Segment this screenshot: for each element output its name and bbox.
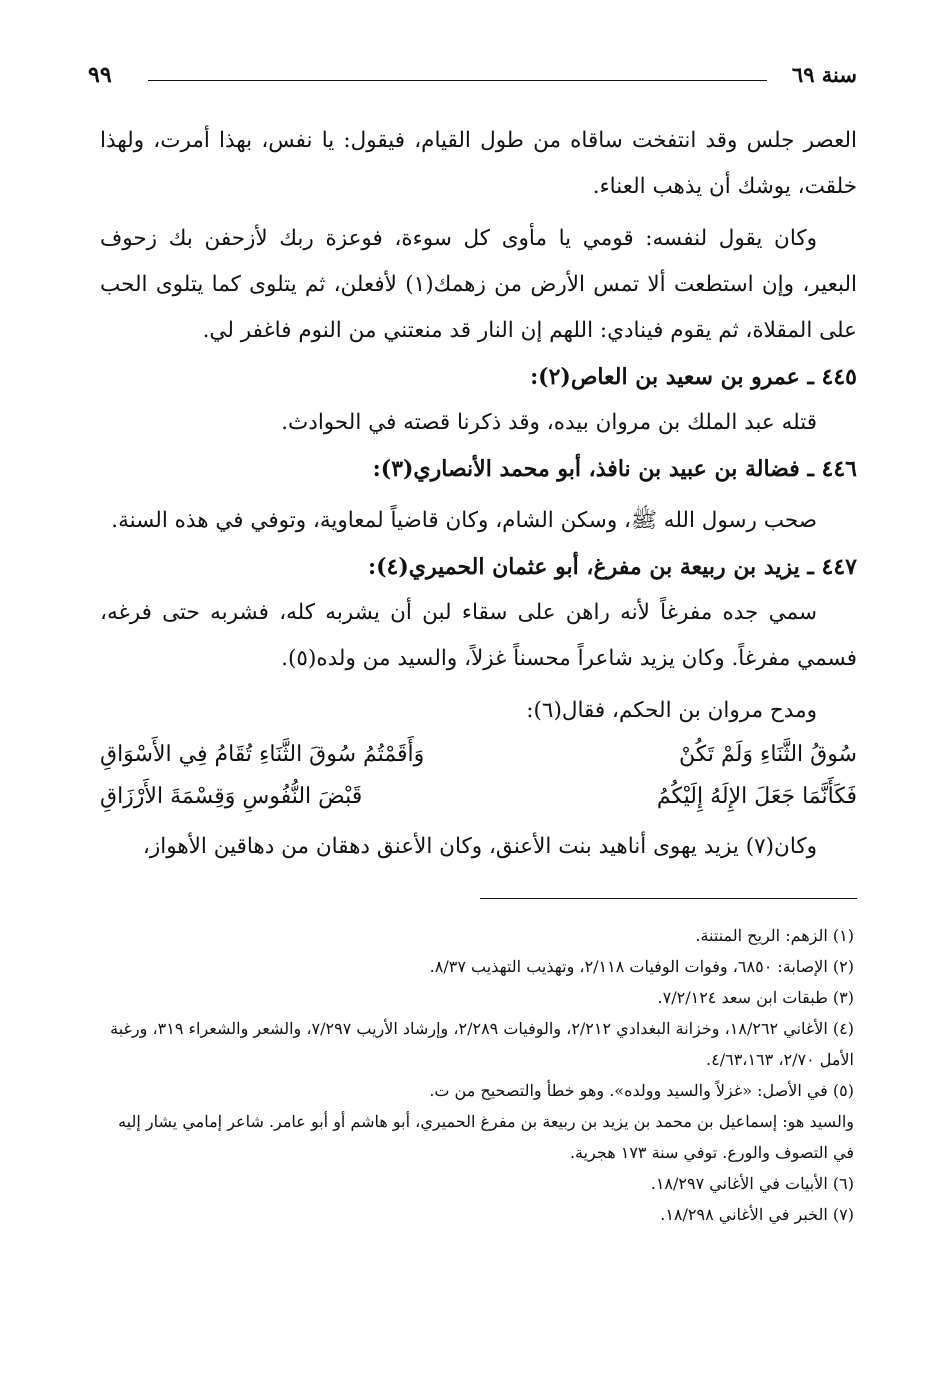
footnote-6: (٦) الأبيات في الأغاني ١٨/٢٩٧. xyxy=(650,1174,854,1193)
last-line: وكان(٧) يزيد يهوى أناهيد بنت الأعنق، وكان الأعنق دهقان من دهاقين الأهواز، xyxy=(142,834,817,859)
footnote-5: (٥) في الأصل: «غزلاً والسيد وولده». وهو خطأ والتصحيح من ت. xyxy=(429,1081,854,1100)
running-title: سنة ٦٩ xyxy=(791,62,857,87)
running-header xyxy=(88,62,857,96)
verse-2 xyxy=(100,776,857,818)
verse-1-hemistich-a: سُوقُ الثَّنَاءِ وَلَمْ تَكُنْ xyxy=(679,742,857,767)
verse-2-hemistich-b: فَكَأَنَّمَا جَعَلَ الإِلَهُ إِلَيْكُمُ xyxy=(656,784,857,809)
paragraph-1: العصر جلس وقد انتفخت ساقاه من طول القيام، فيقول: يا نفس، بهذا أمرت، ولهذا خلقت، يوشك أن يذهب العناء. xyxy=(100,128,857,199)
footnote-1: (١) الزهم: الريح المنتنة. xyxy=(695,926,854,945)
paragraph-2: وكان يقول لنفسه: قومي يا مأوى كل سوءة، فوعزة ربك لأزحفن بك زحوف البعير، وإن استطعت ألا تمس الأرض من زهمك(١) لأفعلن، ثم يتلوى كما يتلوى الحب على المقلاة، ثم يقوم فينادي: اللهم إن النار قد منعتني من النوم فاغفر لي. xyxy=(100,226,857,343)
main-text xyxy=(100,118,857,870)
verse-2-hemistich-a: قَبْضَ النُّفُوسِ وَقِسْمَةَ الأَرْزَاقِ xyxy=(100,784,363,809)
footnote-7: (٧) الخبر في الأغاني ١٨/٢٩٨. xyxy=(660,1205,854,1224)
entry-446-text: صحب رسول الله ﷺ، وسكن الشام، وكان قاضياً لمعاوية، وتوفي في هذه السنة. xyxy=(111,508,817,533)
footnote-5-continued: والسيد هو: إسماعيل بن محمد بن يزيد بن ربيعة بن مفرغ الحميري، أبو هاشم أو أبو عامر. شاعر إمامي يشار إليه في التصوف والورع. توفي سنة ١٧٣ هجرية. xyxy=(118,1112,854,1162)
page-number: ٩٩ xyxy=(88,62,112,88)
footnotes xyxy=(95,920,854,1230)
footnote-2: (٢) الإصابة: ٦٨٥٠، وفوات الوفيات ٢/١١٨، وتهذيب التهذيب ٨/٣٧. xyxy=(429,957,854,976)
praise-intro: ومدح مروان بن الحكم، فقال(٦): xyxy=(526,698,817,723)
footnote-4: (٤) الأغاني ١٨/٢٦٢، وخزانة البغدادي ٢/٢١٢، والوفيات ٢/٢٨٩، وإرشاد الأريب ٧/٢٩٧، والشعر والشعراء ٣١٩، ورغبة الأمل ٢/٧٠، ٤/٦٣،١٦٣. xyxy=(110,1019,854,1069)
verse-1-hemistich-b: وَأَقَمْتُمُ سُوقَ الثَّنَاءِ تُقَامُ فِي الأَسْوَاقِ xyxy=(100,742,425,767)
footnote-3: (٣) طبقات ابن سعد ٧/٢/١٢٤. xyxy=(657,988,854,1007)
header-rule xyxy=(148,80,767,81)
entry-447-text: سمي جده مفرغاً لأنه راهن على سقاء لبن أن يشربه كله، فشربه حتى فرغه، فسمي مفرغاً. وكان يزيد شاعراً محسناً غزلاً، والسيد من ولده(٥). xyxy=(100,600,857,671)
entry-447-title: ٤٤٧ ـ يزيد بن ربيعة بن مفرغ، أبو عثمان الحميري(٤): xyxy=(367,554,857,580)
entry-445-title: ٤٤٥ ـ عمرو بن سعيد بن العاص(٢): xyxy=(530,364,857,390)
entry-446-title: ٤٤٦ ـ فضالة بن عبيد بن نافذ، أبو محمد الأنصاري(٣): xyxy=(372,456,857,482)
verse-1 xyxy=(100,734,857,776)
footnote-separator xyxy=(480,898,857,899)
entry-445-text: قتله عبد الملك بن مروان بيده، وقد ذكرنا قصته في الحوادث. xyxy=(281,410,817,435)
